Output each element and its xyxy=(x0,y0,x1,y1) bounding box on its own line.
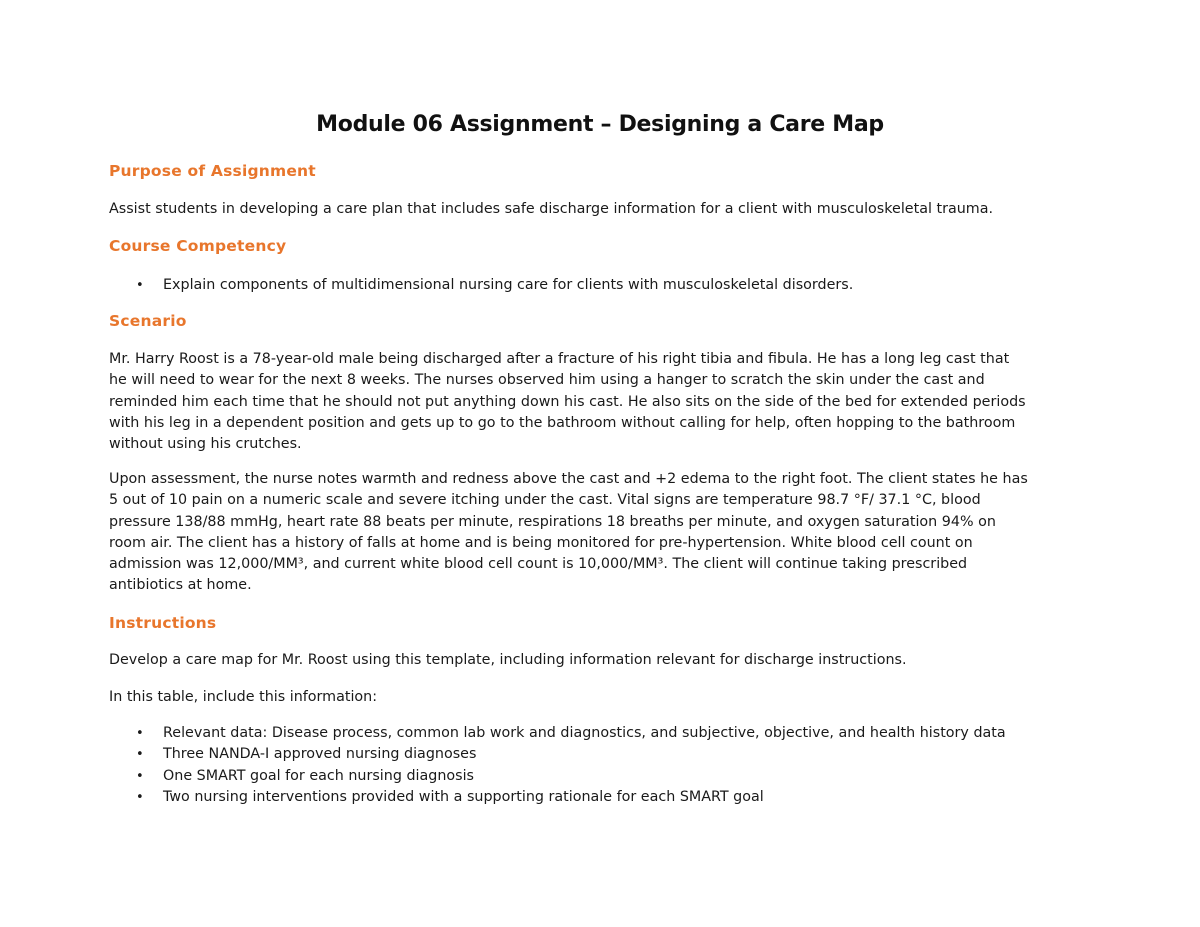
list-item xyxy=(109,766,1094,787)
bullet-icon: • xyxy=(136,789,144,805)
text-line: Mr. Harry Roost is a 78-year-old male being discharged after a fracture of his right tibia and fibula. He has a long leg cast that xyxy=(109,351,1010,367)
list-item-text: Three NANDA-I approved nursing diagnoses xyxy=(163,746,477,763)
document-title: Module 06 Assignment – Designing a Care Map xyxy=(316,112,884,137)
list-item xyxy=(109,723,1094,744)
list-item-text: One SMART goal for each nursing diagnosis xyxy=(163,767,475,784)
text-line: reminded him each time that he should not put anything down his cast. He also sits on the side of the bed for extended periods xyxy=(109,393,1026,410)
text-line: without using his crutches. xyxy=(109,436,302,453)
text-line: with his leg in a dependent position and gets up to go to the bathroom without calling for help, often hopping to the bathroom xyxy=(109,414,1016,431)
bullet-icon: • xyxy=(136,768,144,784)
scenario-paragraph-1 xyxy=(109,349,1094,455)
text-line: he will need to wear for the next 8 weeks. The nurses observed him using a hanger to scratch the skin under the cast and xyxy=(109,372,985,389)
scenario-heading: Scenario xyxy=(109,312,187,330)
list-item xyxy=(109,275,1094,296)
bullet-icon: • xyxy=(136,726,144,741)
purpose-heading: Purpose of Assignment xyxy=(109,162,316,180)
competency-list xyxy=(109,275,1094,296)
list-item-text: Relevant data: Disease process, common lab work and diagnostics, and subjective, objective, and health history data xyxy=(163,725,1006,741)
text-line: 5 out of 10 pain on a numeric scale and severe itching under the cast. Vital signs are temperature 98.7 °F/ 37.1 °C, blood xyxy=(109,492,981,509)
bullet-icon: • xyxy=(136,747,144,763)
list-item-text: Two nursing interventions provided with a supporting rationale for each SMART goal xyxy=(163,788,764,805)
list-item xyxy=(109,744,1094,765)
text-line: room air. The client has a history of falls at home and is being monitored for pre-hypertension. White blood cell count on xyxy=(109,534,973,551)
list-item xyxy=(109,787,1094,808)
competency-heading: Course Competency xyxy=(109,237,287,255)
instructions-text-1: Develop a care map for Mr. Roost using this template, including information relevant for discharge instructions. xyxy=(109,652,907,668)
text-line: pressure 138/88 mmHg, heart rate 88 beats per minute, respirations 18 breaths per minute, and oxygen saturation 94% on xyxy=(109,513,996,530)
instructions-text-2: In this table, include this information: xyxy=(109,689,378,705)
text-line: antibiotics at home. xyxy=(109,577,252,594)
text-line: Upon assessment, the nurse notes warmth and redness above the cast and +2 edema to the right foot. The client states he has xyxy=(109,471,1028,487)
list-item-text: Explain components of multidimensional nursing care for clients with musculoskeletal disorders. xyxy=(163,277,854,293)
text-line: admission was 12,000/MM³, and current white blood cell count is 10,000/MM³. The client will continue taking prescribed xyxy=(109,556,968,573)
instructions-heading: Instructions xyxy=(109,614,217,632)
instructions-list xyxy=(109,723,1094,808)
scenario-paragraph-2 xyxy=(109,469,1094,597)
purpose-text: Assist students in developing a care plan that includes safe discharge information for a client with musculoskeletal trauma. xyxy=(109,201,994,217)
bullet-icon: • xyxy=(136,278,144,293)
